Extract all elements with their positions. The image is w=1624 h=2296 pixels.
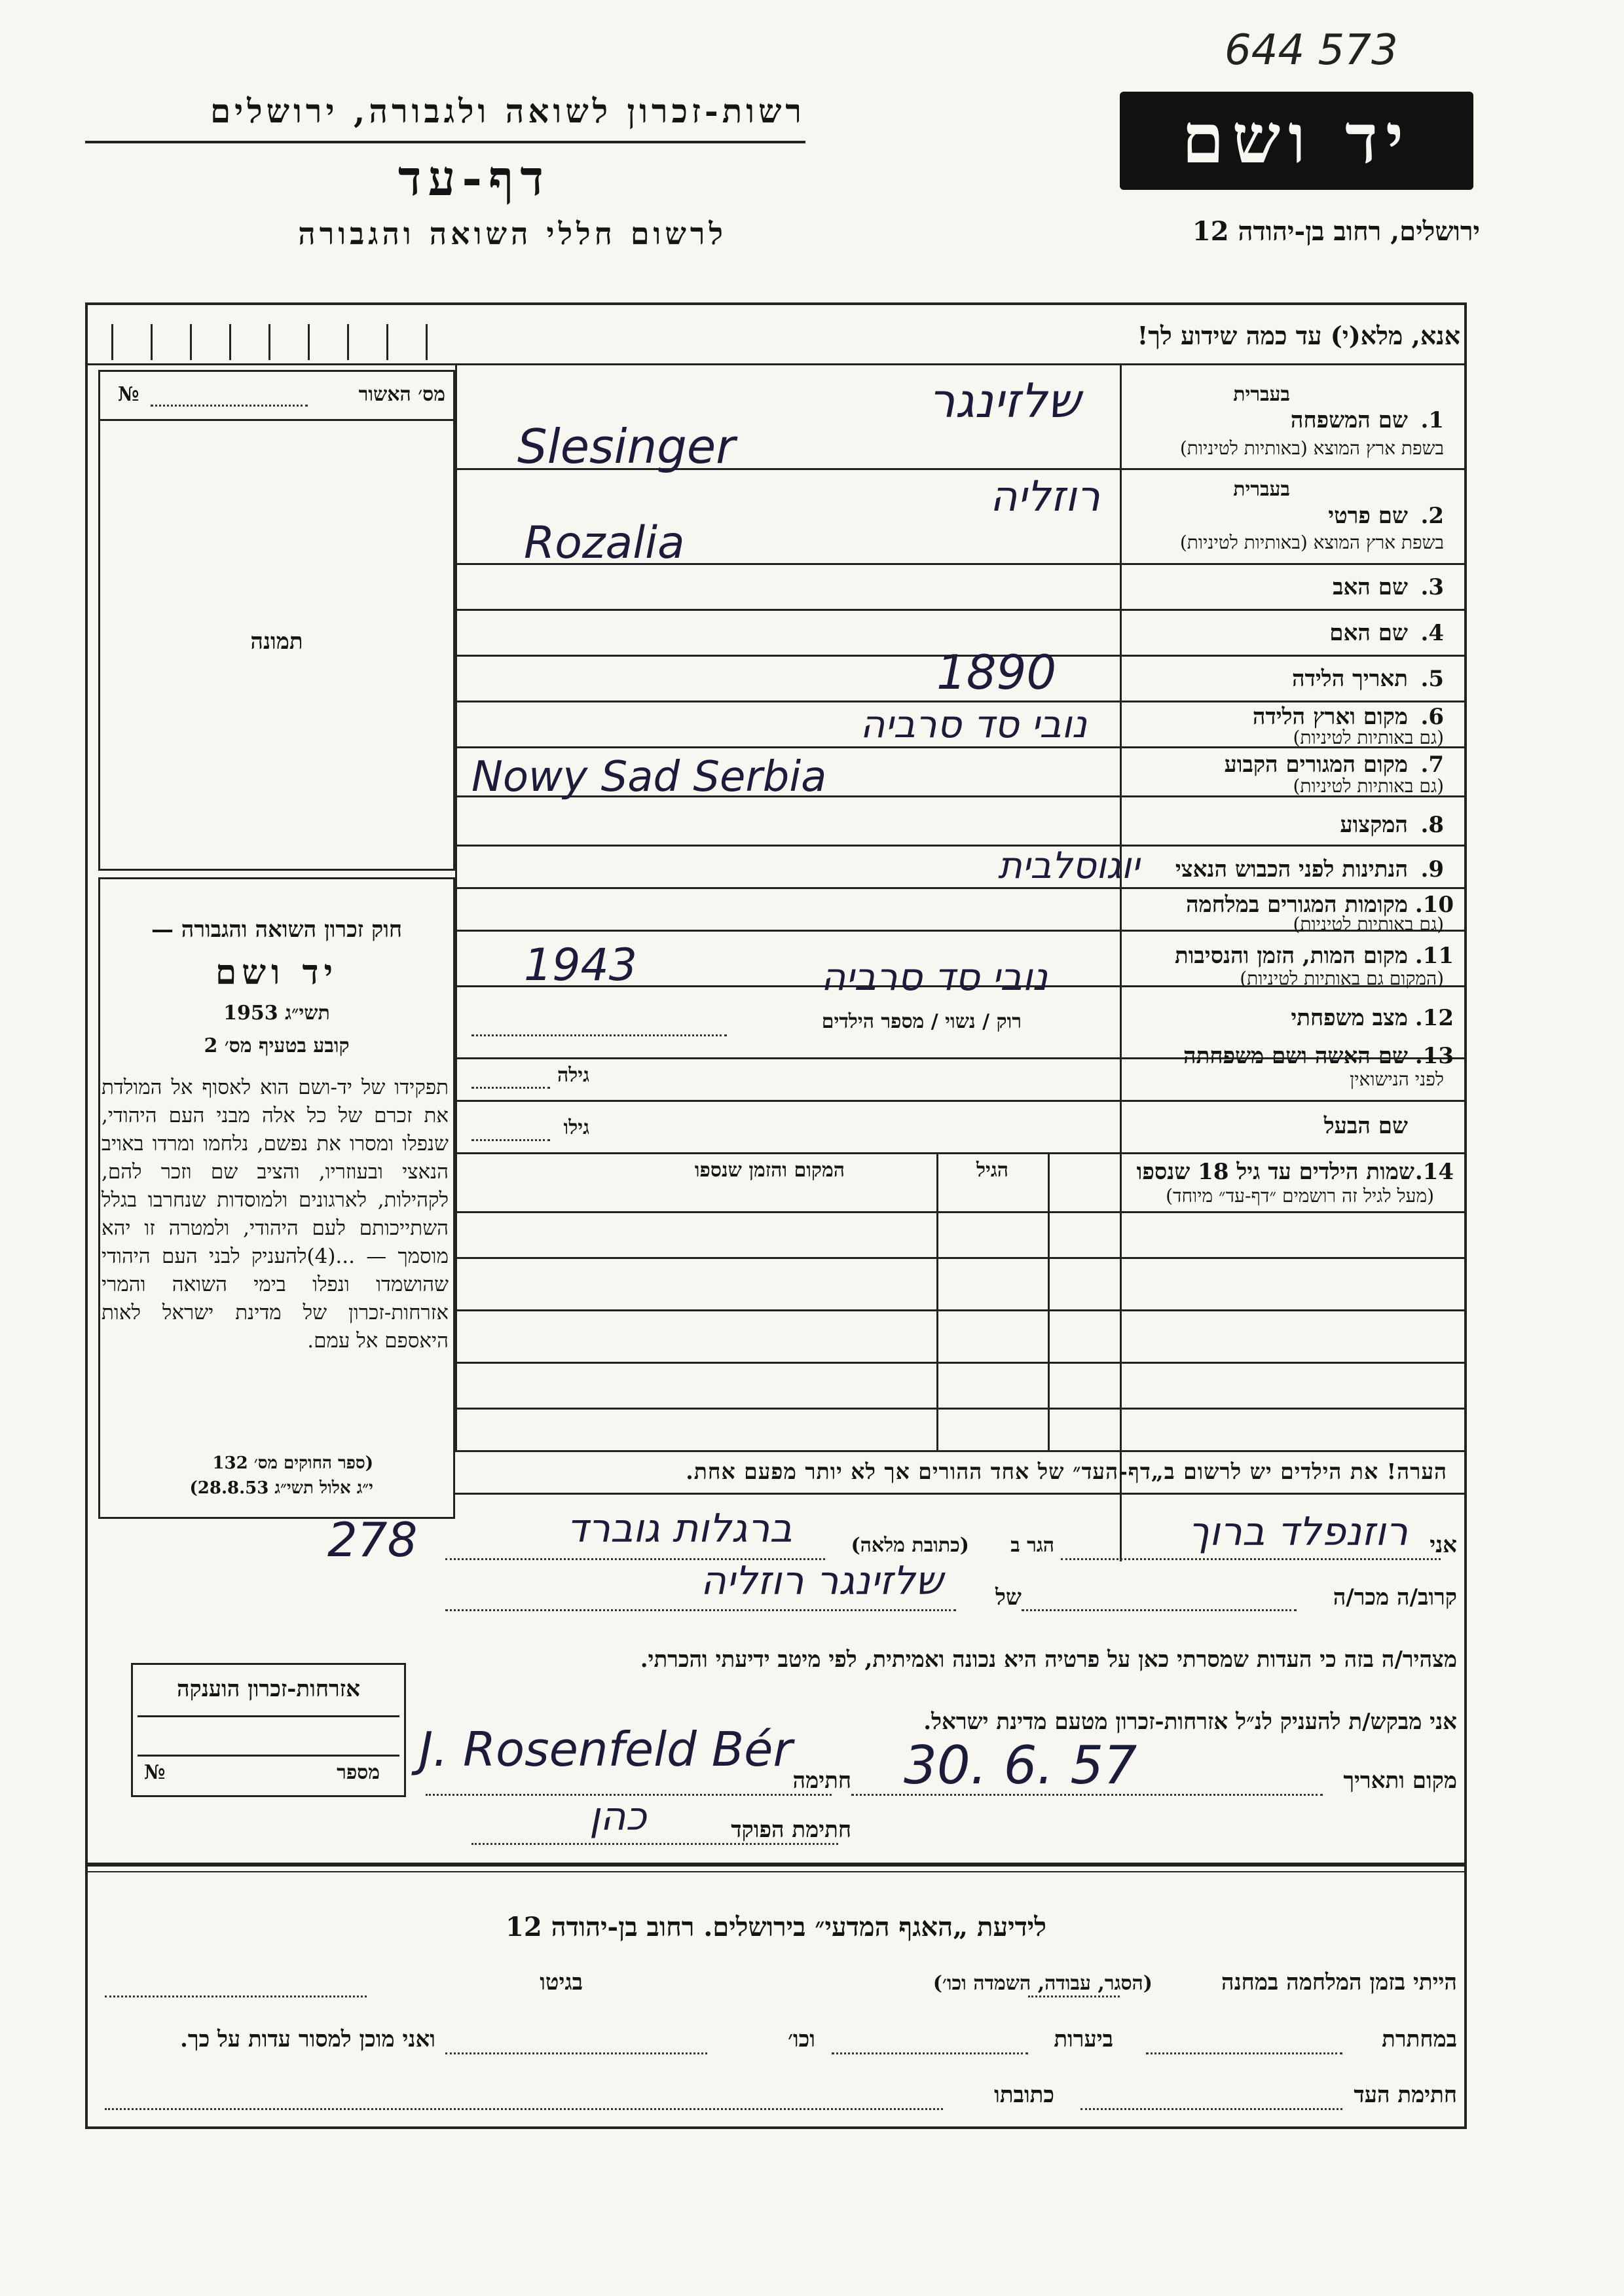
official-label: חתימת הפוקד xyxy=(731,1817,851,1843)
field-12-dots xyxy=(471,1034,727,1036)
footer-line1-b: (הסגר, עבודה, השמדה וכו׳) xyxy=(932,1972,1153,1995)
law-title: חוק זכרון השואה והגבורה — xyxy=(151,917,403,943)
field-2-sub: בשפת ארץ המוצא (באותיות לטיניות) xyxy=(1179,532,1444,553)
row-line xyxy=(455,845,1467,847)
field-14-sub: (מעל לגיל זה רושמים ״דף-עד״ מיוחד) xyxy=(1166,1185,1434,1207)
field-7-num: 7. xyxy=(1420,752,1444,778)
field-5-value: 1890 xyxy=(936,645,1057,700)
field-10-label: מקומות המגורים במלחמה xyxy=(1185,892,1408,918)
field-2-tag: בעברית xyxy=(1233,478,1290,501)
row-line xyxy=(455,609,1467,611)
field-3-num: 3. xyxy=(1420,574,1444,600)
authority-underline xyxy=(85,141,805,143)
child-col-line xyxy=(936,1152,938,1450)
signature-label: חתימה xyxy=(792,1768,851,1794)
footer-line3-dots-2 xyxy=(105,2108,943,2110)
approval-label: מס׳ האשור xyxy=(358,383,445,406)
field-4-label: שם האם xyxy=(1329,620,1408,646)
decl-of-label: של xyxy=(995,1584,1022,1611)
child-row-line xyxy=(455,1309,1467,1311)
field-5-num: 5. xyxy=(1420,666,1444,692)
field-12-options: רוק / נשוי / מספר הילדים xyxy=(821,1010,1022,1033)
yad-vashem-logo xyxy=(1120,92,1473,190)
field-1-label: שם המשפחה xyxy=(1290,407,1408,433)
law-section: קובע בטעיף מס׳ 2 xyxy=(204,1034,350,1057)
field-14-num: 14. xyxy=(1414,1159,1454,1185)
form-subtitle: לרשום חללי השואה והגבורה xyxy=(298,216,727,251)
field-12-label: מצב משפחתי xyxy=(1291,1005,1408,1031)
field-11-year: 1943 xyxy=(524,939,638,991)
footer-line3-dots-1 xyxy=(1080,2108,1342,2110)
footer-line2-dots-1 xyxy=(1146,2052,1342,2054)
field-2-num: 2. xyxy=(1420,503,1444,529)
field-7-value: Nowy Sad Serbia xyxy=(471,753,827,801)
husband-age: גילו xyxy=(563,1116,589,1139)
decl-side-number: 278 xyxy=(327,1512,418,1567)
child-row-line xyxy=(455,1257,1467,1259)
decl-ani: אני xyxy=(1430,1532,1457,1558)
citizenship-line xyxy=(138,1715,399,1717)
field-11-label: מקום המות, הזמן והנסיבות xyxy=(1174,943,1408,969)
field-1-sub: בשפת ארץ המוצא (באותיות לטיניות) xyxy=(1179,437,1444,459)
citizenship-line xyxy=(138,1755,399,1757)
intro-text: אנא, מלא(י) עד כמה שידוע לך! xyxy=(1137,321,1460,350)
field-8-num: 8. xyxy=(1420,812,1444,838)
col-place-header: המקום והזמן שנספו xyxy=(694,1159,845,1182)
field-6-sub: (גם באותיות לטיניות) xyxy=(1293,727,1444,748)
field-10-num: 10. xyxy=(1414,892,1454,918)
footer-line2-dots-2 xyxy=(832,2052,1028,2054)
footer-line3-b: כתובתו xyxy=(994,2082,1054,2108)
row-line xyxy=(455,1100,1467,1102)
field-9-label: הנתינות לפני הכבוש הנאצי xyxy=(1175,856,1408,883)
field-11-place: נובי סד סרביה xyxy=(821,955,1048,999)
field-13-num: 13. xyxy=(1414,1043,1454,1069)
decl-address-label: (כתובת מלאה) xyxy=(851,1534,969,1557)
logo-address: ירושלים, רחוב בן-יהודה 12 xyxy=(1192,216,1480,247)
footer-line3-a: חתימת העד xyxy=(1354,2082,1457,2108)
approval-dots xyxy=(151,405,308,407)
law-citation-2: י״ג אלול תשי״ג 28.8.53) xyxy=(189,1478,373,1498)
grid-label-line xyxy=(1120,363,1122,1561)
citizenship-no: № xyxy=(144,1761,166,1784)
child-row-line xyxy=(455,1450,1467,1452)
law-citation-1: (ספר החוקים מס׳ 132 xyxy=(212,1453,373,1473)
approval-no: № xyxy=(118,383,139,406)
field-5-label: תאריך הלידה xyxy=(1291,666,1408,692)
decl-relation-dots-1 xyxy=(1022,1609,1297,1611)
tick-row xyxy=(111,324,432,360)
field-1-value-latin: Slesinger xyxy=(517,419,735,474)
grid-left-line xyxy=(455,363,457,1116)
official-dots xyxy=(471,1843,838,1845)
decl-address: ברגלות גוברד xyxy=(566,1506,792,1552)
decl-statement: מצהיר/ה בזה כי העדות שמסרתי כאן על פרטיה היא נכונה ואמיתית, לפי מיטב ידיעתי והכרתי. xyxy=(640,1647,1457,1673)
decl-resident: הגר ב xyxy=(1010,1534,1054,1557)
field-13-age: גילה xyxy=(557,1064,589,1087)
authority-line: רשות-זכרון לשואה ולגבורה, ירושלים xyxy=(210,92,805,130)
field-11-num: 11. xyxy=(1414,943,1454,969)
field-2-value-he: רוזליה xyxy=(989,473,1100,521)
footer-divider-thin xyxy=(85,1871,1467,1872)
footer-title: לידיעת „האגף המדעי״ בירושלים. רחוב בן-יהודה 12 xyxy=(505,1912,1047,1942)
field-2-label: שם פרטי xyxy=(1328,503,1408,529)
note-divider xyxy=(455,1493,1467,1495)
field-3-label: שם האב xyxy=(1333,574,1408,600)
child-row-line xyxy=(455,1362,1467,1364)
decl-name-dots xyxy=(1061,1558,1441,1560)
field-1-num: 1. xyxy=(1420,407,1444,433)
logo-text: יד ושם xyxy=(1181,98,1412,179)
row-line xyxy=(455,887,1467,889)
note-text: הערה! את הילדים יש לרשום ב„דף-העד״ של אחד ההורים אך לא יותר מפעם אחת. xyxy=(686,1459,1447,1484)
intro-divider xyxy=(452,363,1467,365)
field-13-age-dots xyxy=(471,1087,550,1089)
decl-relation-label: קרוב/ה מכר/ה xyxy=(1333,1584,1457,1611)
field-1-tag: בעברית xyxy=(1233,383,1290,406)
decl-name: רוזנפלד ברוך xyxy=(1188,1509,1408,1555)
field-7-sub: (גם באותיות לטיניות) xyxy=(1293,775,1444,797)
law-name: יד ושם xyxy=(215,953,339,993)
footer-line2-b: ביערות xyxy=(1054,2026,1113,2052)
photo-box xyxy=(98,370,455,871)
photo-label: תמונה xyxy=(250,629,303,655)
archive-number: 644 573 xyxy=(1225,26,1398,75)
husband-age-dots xyxy=(471,1139,550,1141)
field-12-num: 12. xyxy=(1414,1005,1454,1031)
field-1-value-he: שלזינגר xyxy=(928,373,1080,428)
decl-request: אני מבקש/ת להעניק לנ״ל אזרחות-זכרון מטעם מדינת ישראל. xyxy=(923,1709,1457,1735)
footer-line2-d: ואני מוכן למסור עדות על כך. xyxy=(180,2026,435,2052)
footer-divider xyxy=(85,1863,1467,1867)
signature-value: J. Rosenfeld Bér xyxy=(419,1722,793,1777)
field-4-num: 4. xyxy=(1420,620,1444,646)
field-11-sub: (המקום גם באותיות לטיניות) xyxy=(1240,968,1444,989)
col-age-header: הגיל xyxy=(976,1159,1008,1182)
field-13-sub: לפני הנישואין xyxy=(1350,1068,1444,1090)
decl-relation-value: שלזינגר רוזליה xyxy=(700,1558,943,1604)
date-value: 30. 6. 57 xyxy=(904,1735,1137,1796)
law-year: תשי״ג 1953 xyxy=(223,1002,330,1025)
field-14-label: שמות הילדים עד גיל 18 שנספו xyxy=(1136,1159,1414,1185)
child-row-line xyxy=(455,1408,1467,1410)
grid-left-line-lower xyxy=(455,1116,457,1450)
law-body: תפקידו של יד-ושם הוא לאסוף אל המולדת את זכרם של כל אלה מבני העם היהודי, שנפלו ומסרו את נפשם, נלחמו ומרדו באויב הנאצי ובעוזריו, והציב שם וזכר להם, לקהילות, לארגונים ולמוסדות שנחרבו בגלל השתייכותם לעם היהודי, ולמטרה זו יהא מוסמך — ...(4)להעניק לבני העם היהודי שהושמדו ונפלו בימי השואה והמרי אזרחות-זכרון של מדינת ישראל לאות היאספם אל עמם. xyxy=(101,1076,449,1353)
footer-line1-dots-2 xyxy=(105,1995,367,1997)
field-6-num: 6. xyxy=(1420,704,1444,730)
form-title: דף-עד xyxy=(397,151,550,207)
footer-line2-dots-3 xyxy=(445,2052,707,2054)
footer-line1-c: בגיטו xyxy=(540,1969,583,1995)
field-7-label: מקום המגורים הקבוע xyxy=(1224,752,1408,778)
child-col-line xyxy=(1048,1152,1050,1450)
field-6-label: מקום וארץ הלידה xyxy=(1252,704,1408,730)
field-9-num: 9. xyxy=(1420,856,1444,883)
footer-line1-dots-1 xyxy=(1028,1995,1120,1997)
field-6-value: נובי סד סרביה xyxy=(860,702,1087,746)
footer-line2-a: במחתרת xyxy=(1382,2026,1457,2052)
field-13-label: שם האשה ושם משפחתה xyxy=(1183,1043,1408,1069)
field-9-value: יוגוסלבית xyxy=(998,845,1139,887)
official-signature: כהן xyxy=(589,1794,647,1840)
citizenship-title: אזרחות-זכרון הוענקה xyxy=(177,1676,360,1702)
decl-relation-dots-2 xyxy=(445,1609,956,1611)
field-2-value-latin: Rozalia xyxy=(524,517,685,569)
footer-line2-c: וכו׳ xyxy=(788,2026,815,2052)
field-10-sub: (גם באותיות לטיניות) xyxy=(1293,913,1444,935)
husband-label: שם הבעל xyxy=(1323,1113,1408,1139)
row-line xyxy=(455,1152,1467,1154)
row-line xyxy=(455,1211,1467,1213)
footer-line1-a: הייתי בזמן המלחמה במחנה xyxy=(1221,1969,1457,1995)
place-date-label: מקום ותאריך xyxy=(1343,1768,1457,1794)
citizenship-number-label: מספר xyxy=(337,1761,380,1784)
field-8-label: המקצוע xyxy=(1340,812,1408,838)
tick-baseline xyxy=(85,363,452,365)
photo-top-rule xyxy=(98,419,455,421)
